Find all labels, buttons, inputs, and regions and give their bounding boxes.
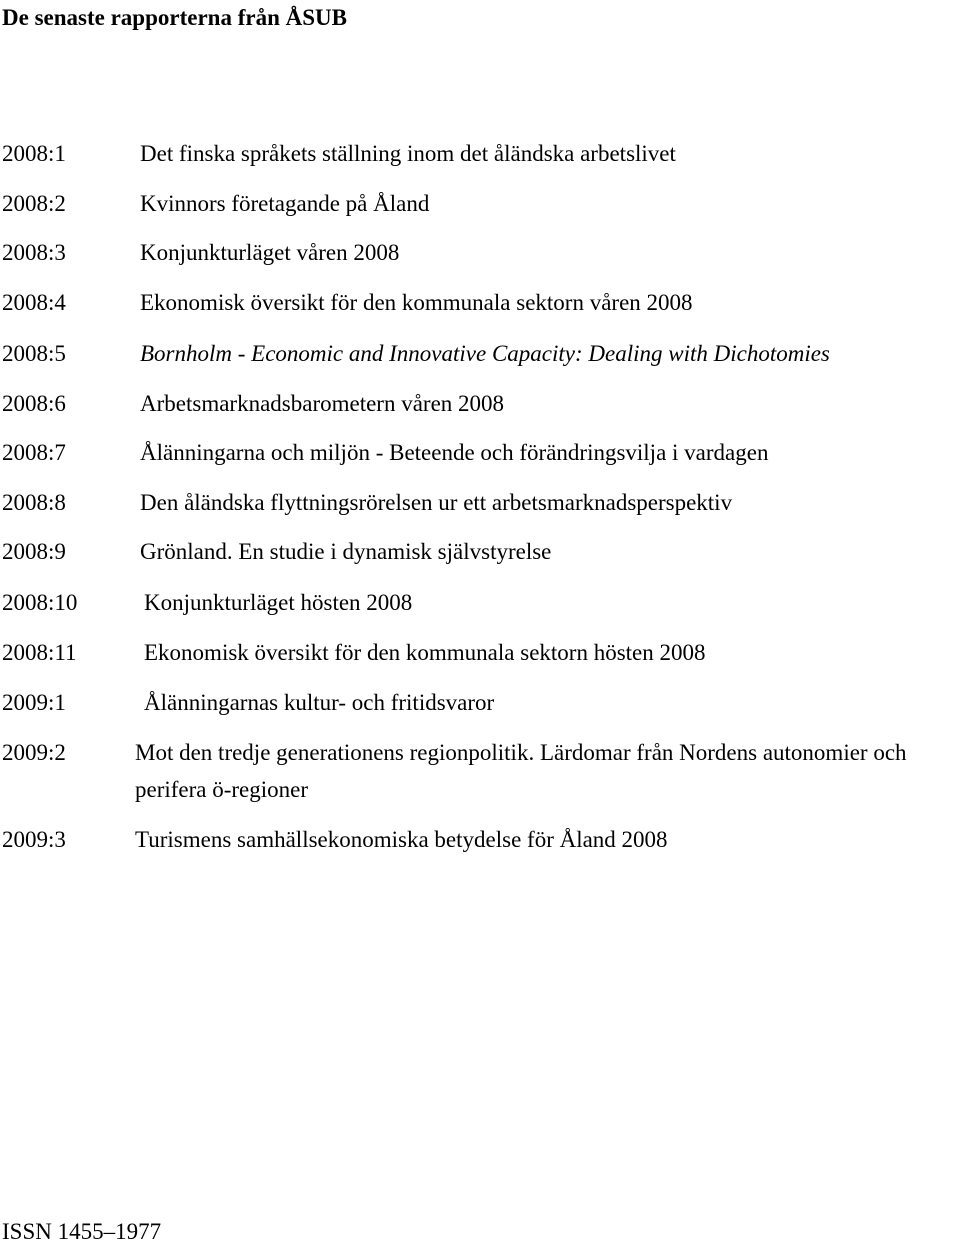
report-title: Mot den tredje generationens regionpolitik. Lärdomar från Nordens autonomier och perifera ö-regioner: [135, 740, 907, 802]
report-id: 2008:4: [2, 290, 66, 315]
report-title: Ålänningarna och miljön - Beteende och förändringsvilja i vardagen: [140, 440, 769, 465]
report-title: Arbetsmarknadsbarometern våren 2008: [140, 391, 505, 416]
report-title: Bornholm - Economic and Innovative Capacity: Dealing with Dichotomies: [140, 341, 830, 366]
report-title: Det finska språkets ställning inom det åländska arbetslivet: [140, 141, 676, 166]
report-id: 2008:8: [2, 490, 66, 515]
report-title: Konjunkturläget hösten 2008: [144, 590, 413, 615]
report-id: 2008:3: [2, 240, 66, 265]
report-id: 2008:7: [2, 440, 66, 465]
report-title: Ekonomisk översikt för den kommunala sektorn hösten 2008: [144, 640, 706, 665]
report-title: Ålänningarnas kultur- och fritidsvaror: [144, 690, 495, 715]
report-id: 2008:11: [2, 640, 77, 665]
report-title: Grönland. En studie i dynamisk självstyrelse: [140, 539, 552, 564]
report-title: Den åländska flyttningsrörelsen ur ett arbetsmarknadsperspektiv: [140, 490, 733, 515]
report-id: 2009:1: [2, 690, 66, 715]
report-id: 2009:3: [2, 827, 66, 852]
report-title: Kvinnors företagande på Åland: [140, 191, 430, 216]
report-id: 2008:9: [2, 539, 66, 564]
report-id: 2008:6: [2, 391, 66, 416]
report-id: 2008:5: [2, 341, 66, 366]
report-title: Ekonomisk översikt för den kommunala sektorn våren 2008: [140, 290, 693, 315]
report-title: Turismens samhällsekonomiska betydelse för Åland 2008: [135, 827, 668, 852]
report-title: Konjunkturläget våren 2008: [140, 240, 400, 265]
report-id: 2009:2: [2, 740, 66, 765]
report-id: 2008:10: [2, 590, 78, 615]
issn-number: ISSN 1455–1977: [2, 1219, 162, 1244]
report-id: 2008:2: [2, 191, 66, 216]
page-title: De senaste rapporterna från ÅSUB: [2, 5, 347, 30]
report-id: 2008:1: [2, 141, 66, 166]
